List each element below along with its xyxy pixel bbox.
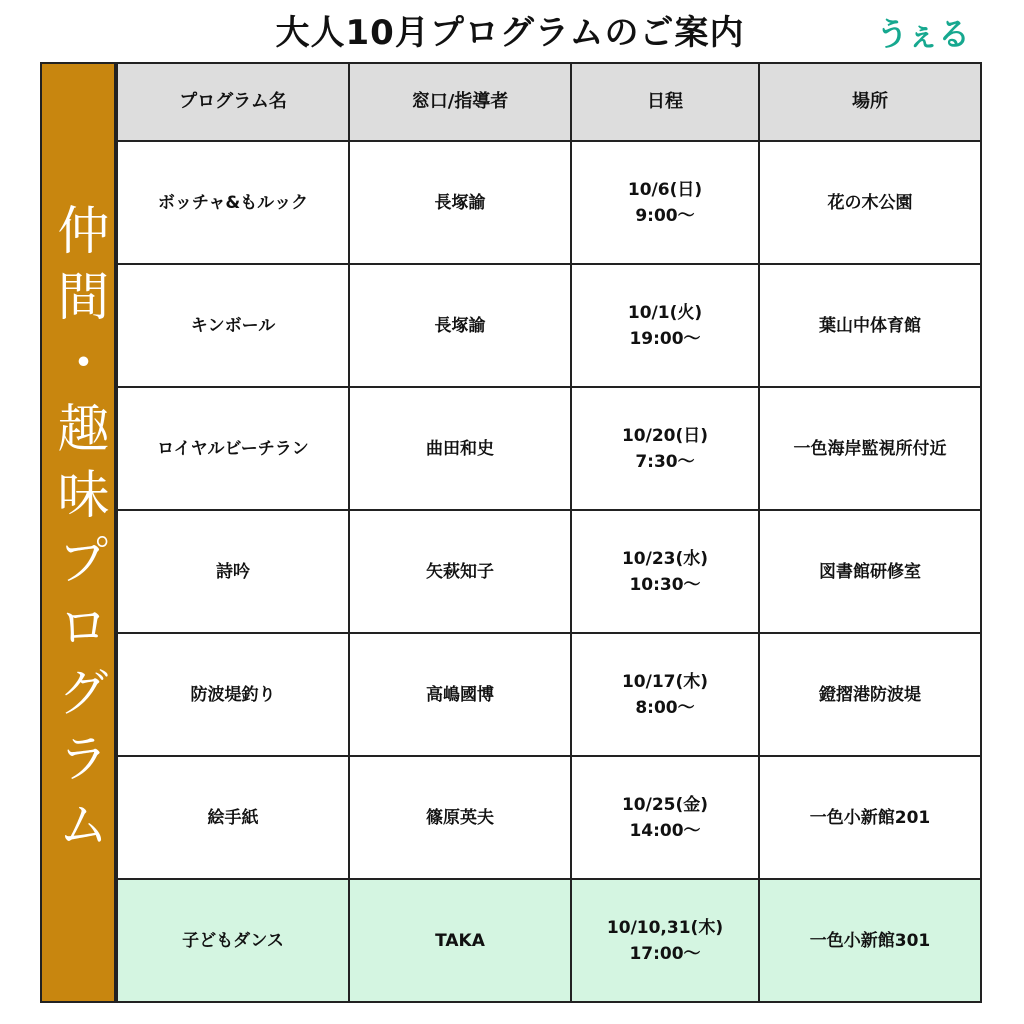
date: 10/20(日) <box>621 425 709 446</box>
program-name: キンボール <box>117 264 349 387</box>
header-program: プログラム名 <box>117 63 349 141</box>
date: 10/6(日) <box>627 179 703 200</box>
program-name: 防波堤釣り <box>117 633 349 756</box>
leader-name: 曲田和史 <box>349 387 571 510</box>
leader-name: TAKA <box>349 879 571 1002</box>
time: 7:30〜 <box>635 451 695 472</box>
category-label: 仲間・趣味プログラム <box>48 202 108 863</box>
time: 14:00〜 <box>629 820 701 841</box>
table-header-row <box>117 63 981 141</box>
header-place: 場所 <box>759 63 981 141</box>
time: 19:00〜 <box>629 328 701 349</box>
place: 鐙摺港防波堤 <box>759 633 981 756</box>
program-name: ロイヤルビーチラン <box>117 387 349 510</box>
header-date: 日程 <box>571 63 759 141</box>
schedule-cell <box>571 387 759 510</box>
category-sidebar <box>40 62 116 1003</box>
date: 10/1(火) <box>627 302 703 323</box>
schedule-cell <box>571 756 759 879</box>
time: 8:00〜 <box>635 697 695 718</box>
place: 一色海岸監視所付近 <box>759 387 981 510</box>
schedule-cell <box>571 141 759 264</box>
place: 一色小新館301 <box>759 879 981 1002</box>
table-row <box>117 756 981 879</box>
page-title: 大人10月プログラムのご案内 <box>275 13 745 53</box>
place: 葉山中体育館 <box>759 264 981 387</box>
place: 花の木公園 <box>759 141 981 264</box>
header-leader: 窓口/指導者 <box>349 63 571 141</box>
program-name: 子どもダンス <box>117 879 349 1002</box>
program-table <box>116 62 982 1003</box>
place: 一色小新館201 <box>759 756 981 879</box>
date: 10/23(水) <box>621 548 709 569</box>
table-row <box>117 264 981 387</box>
schedule-cell <box>571 264 759 387</box>
date: 10/25(金) <box>621 794 709 815</box>
program-name: ボッチャ&もルック <box>117 141 349 264</box>
schedule-cell <box>571 879 759 1002</box>
leader-name: 篠原英夫 <box>349 756 571 879</box>
leader-name: 矢萩知子 <box>349 510 571 633</box>
leader-name: 長塚諭 <box>349 264 571 387</box>
program-name: 絵手紙 <box>117 756 349 879</box>
date: 10/17(木) <box>621 671 709 692</box>
table-row <box>117 633 981 756</box>
place: 図書館研修室 <box>759 510 981 633</box>
schedule-cell <box>571 510 759 633</box>
logo: うぇる <box>876 15 970 53</box>
leader-name: 高嶋國博 <box>349 633 571 756</box>
leader-name: 長塚諭 <box>349 141 571 264</box>
table-row <box>117 387 981 510</box>
time: 17:00〜 <box>629 943 701 964</box>
time: 10:30〜 <box>629 574 701 595</box>
table-row-highlighted <box>117 879 981 1002</box>
table-row <box>117 510 981 633</box>
date: 10/10,31(木) <box>606 917 724 938</box>
schedule-cell <box>571 633 759 756</box>
table-row <box>117 141 981 264</box>
time: 9:00〜 <box>635 205 695 226</box>
program-name: 詩吟 <box>117 510 349 633</box>
